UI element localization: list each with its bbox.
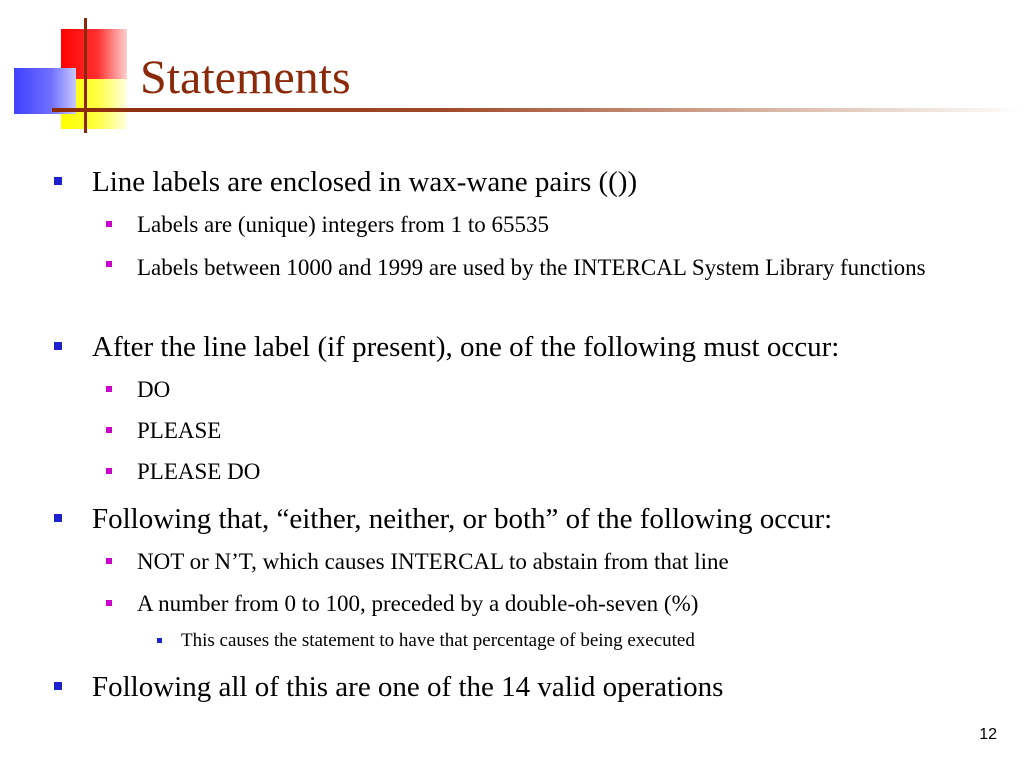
bullet-text: Labels are (unique) integers from 1 to 65535 [137,212,549,237]
bullet-text: Line labels are enclosed in wax-wane pairs (()) [92,166,638,198]
square-bullet-icon [106,427,112,433]
square-bullet-icon [106,468,112,474]
bullet-following-that [92,502,832,536]
bullet-text: After the line label (if present), one of the following must occur: [92,331,840,363]
bullet-valid-operations [92,670,723,704]
sub-bullet-unique-integers [137,211,549,238]
square-bullet-icon [54,177,62,185]
square-bullet-icon [106,386,112,392]
sub-bullet-not-nt [137,548,729,575]
square-bullet-icon [106,558,112,564]
bullet-text: A number from 0 to 100, preceded by a double-oh-seven (%) [137,591,699,616]
square-bullet-icon [157,638,162,643]
square-bullet-icon [54,682,62,690]
square-bullet-icon [54,342,62,350]
bullet-text: PLEASE DO [137,459,261,484]
square-bullet-icon [106,600,112,606]
title-underline [52,108,1024,112]
sub-sub-bullet-percentage [181,630,695,652]
sub-bullet-double-oh-seven [137,590,698,617]
square-bullet-icon [106,261,112,267]
bullet-text: NOT or N’T, which causes INTERCAL to abstain from that line [137,549,729,574]
bullet-after-line-label [92,330,839,364]
bullet-line-labels [92,165,637,199]
slide-title: Statements [140,51,351,104]
square-bullet-icon [106,221,112,227]
bullet-text: Following all of this are one of the 14 valid operations [92,671,724,703]
bullet-text: DO [137,377,171,402]
sub-bullet-please-do [137,458,260,485]
bullet-text: PLEASE [137,418,222,443]
bullet-text: This causes the statement to have that percentage of being executed [181,630,695,651]
sub-bullet-system-library [137,251,993,285]
bullet-text: Following that, “either, neither, or both” of the following occur: [92,503,833,535]
decor-vertical-rule [84,18,87,133]
sub-bullet-do [137,376,170,403]
bullet-text: Labels between 1000 and 1999 are used by the INTERCAL System Library functions [137,255,926,280]
square-bullet-icon [54,514,62,522]
page-number: 12 [979,726,997,743]
sub-bullet-please [137,417,221,444]
